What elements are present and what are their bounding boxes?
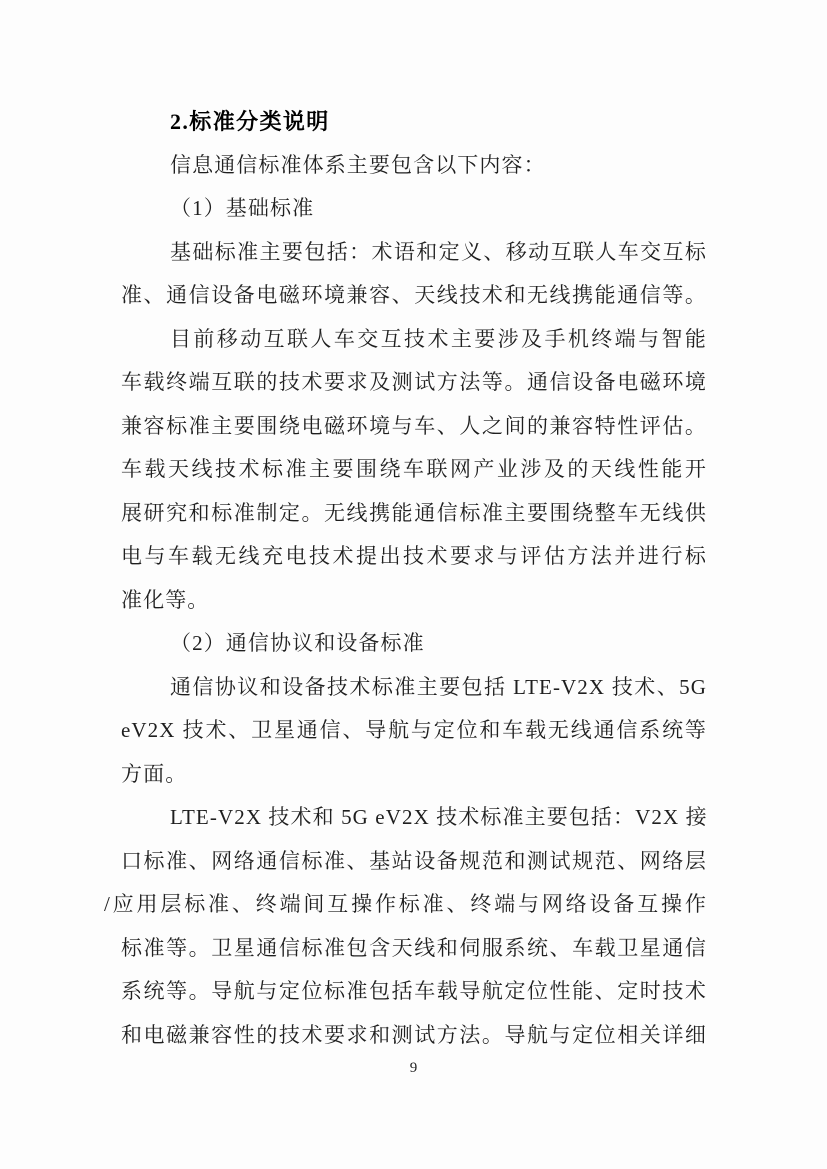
text-line: 方面。 xyxy=(121,761,188,786)
text-line: 准化等。 xyxy=(121,587,210,612)
text-line: /应用层标准、终端间互操作标准、终端与网络设备互操作 xyxy=(104,892,707,916)
page-body xyxy=(104,100,708,1057)
text-line: 电与车载无线充电技术提出技术要求与评估方法并进行标 xyxy=(121,544,707,568)
text-line: 系统等。导航与定位标准包括车载导航定位性能、定时技术 xyxy=(121,979,707,1003)
paragraph-protocol-detail xyxy=(104,796,708,1057)
paragraph-basic-detail xyxy=(121,318,707,623)
paragraph-protocol-overview xyxy=(121,666,707,797)
paragraph-basic-standards xyxy=(121,231,707,318)
text-line: LTE-V2X 技术和 5G eV2X 技术标准主要包括：V2X 接 xyxy=(170,805,708,829)
section-heading: 2.标准分类说明 xyxy=(170,109,330,134)
text-line: 准、通信设备电磁环境兼容、天线技术和无线携能通信等。 xyxy=(121,283,707,307)
subsection-heading-2 xyxy=(121,622,707,666)
subsection-label: （1）基础标准 xyxy=(170,196,315,220)
text-line: 信息通信标准体系主要包含以下内容： xyxy=(170,152,546,177)
page-number: 9 xyxy=(409,1060,418,1076)
text-line: 通信协议和设备技术标准主要包括 LTE-V2X 技术、5G xyxy=(170,674,707,699)
text-line: 和电磁兼容性的技术要求和测试方法。导航与定位相关详细 xyxy=(121,1022,707,1047)
text-line: eV2X 技术、卫星通信、导航与定位和车载无线通信系统等 xyxy=(121,718,707,742)
text-line: 车载天线技术标准主要围绕车联网产业涉及的天线性能开 xyxy=(121,457,707,481)
text-line: 标准等。卫星通信标准包含天线和伺服系统、车载卫星通信 xyxy=(121,935,707,960)
text-line: 目前移动互联人车交互技术主要涉及手机终端与智能 xyxy=(170,326,707,351)
text-line: 兼容标准主要围绕电磁环境与车、人之间的兼容特性评估。 xyxy=(121,413,707,438)
subsection-label: （2）通信协议和设备标准 xyxy=(170,631,425,655)
text-line: 车载终端互联的技术要求及测试方法等。通信设备电磁环境 xyxy=(121,370,707,394)
text-line: 展研究和标准制定。无线携能通信标准主要围绕整车无线供 xyxy=(121,500,707,525)
text-line: 口标准、网络通信标准、基站设备规范和测试规范、网络层 xyxy=(121,848,707,873)
subsection-heading-1 xyxy=(121,187,707,231)
text-line: 基础标准主要包括：术语和定义、移动互联人车交互标 xyxy=(170,239,707,264)
paragraph-intro xyxy=(121,144,707,188)
